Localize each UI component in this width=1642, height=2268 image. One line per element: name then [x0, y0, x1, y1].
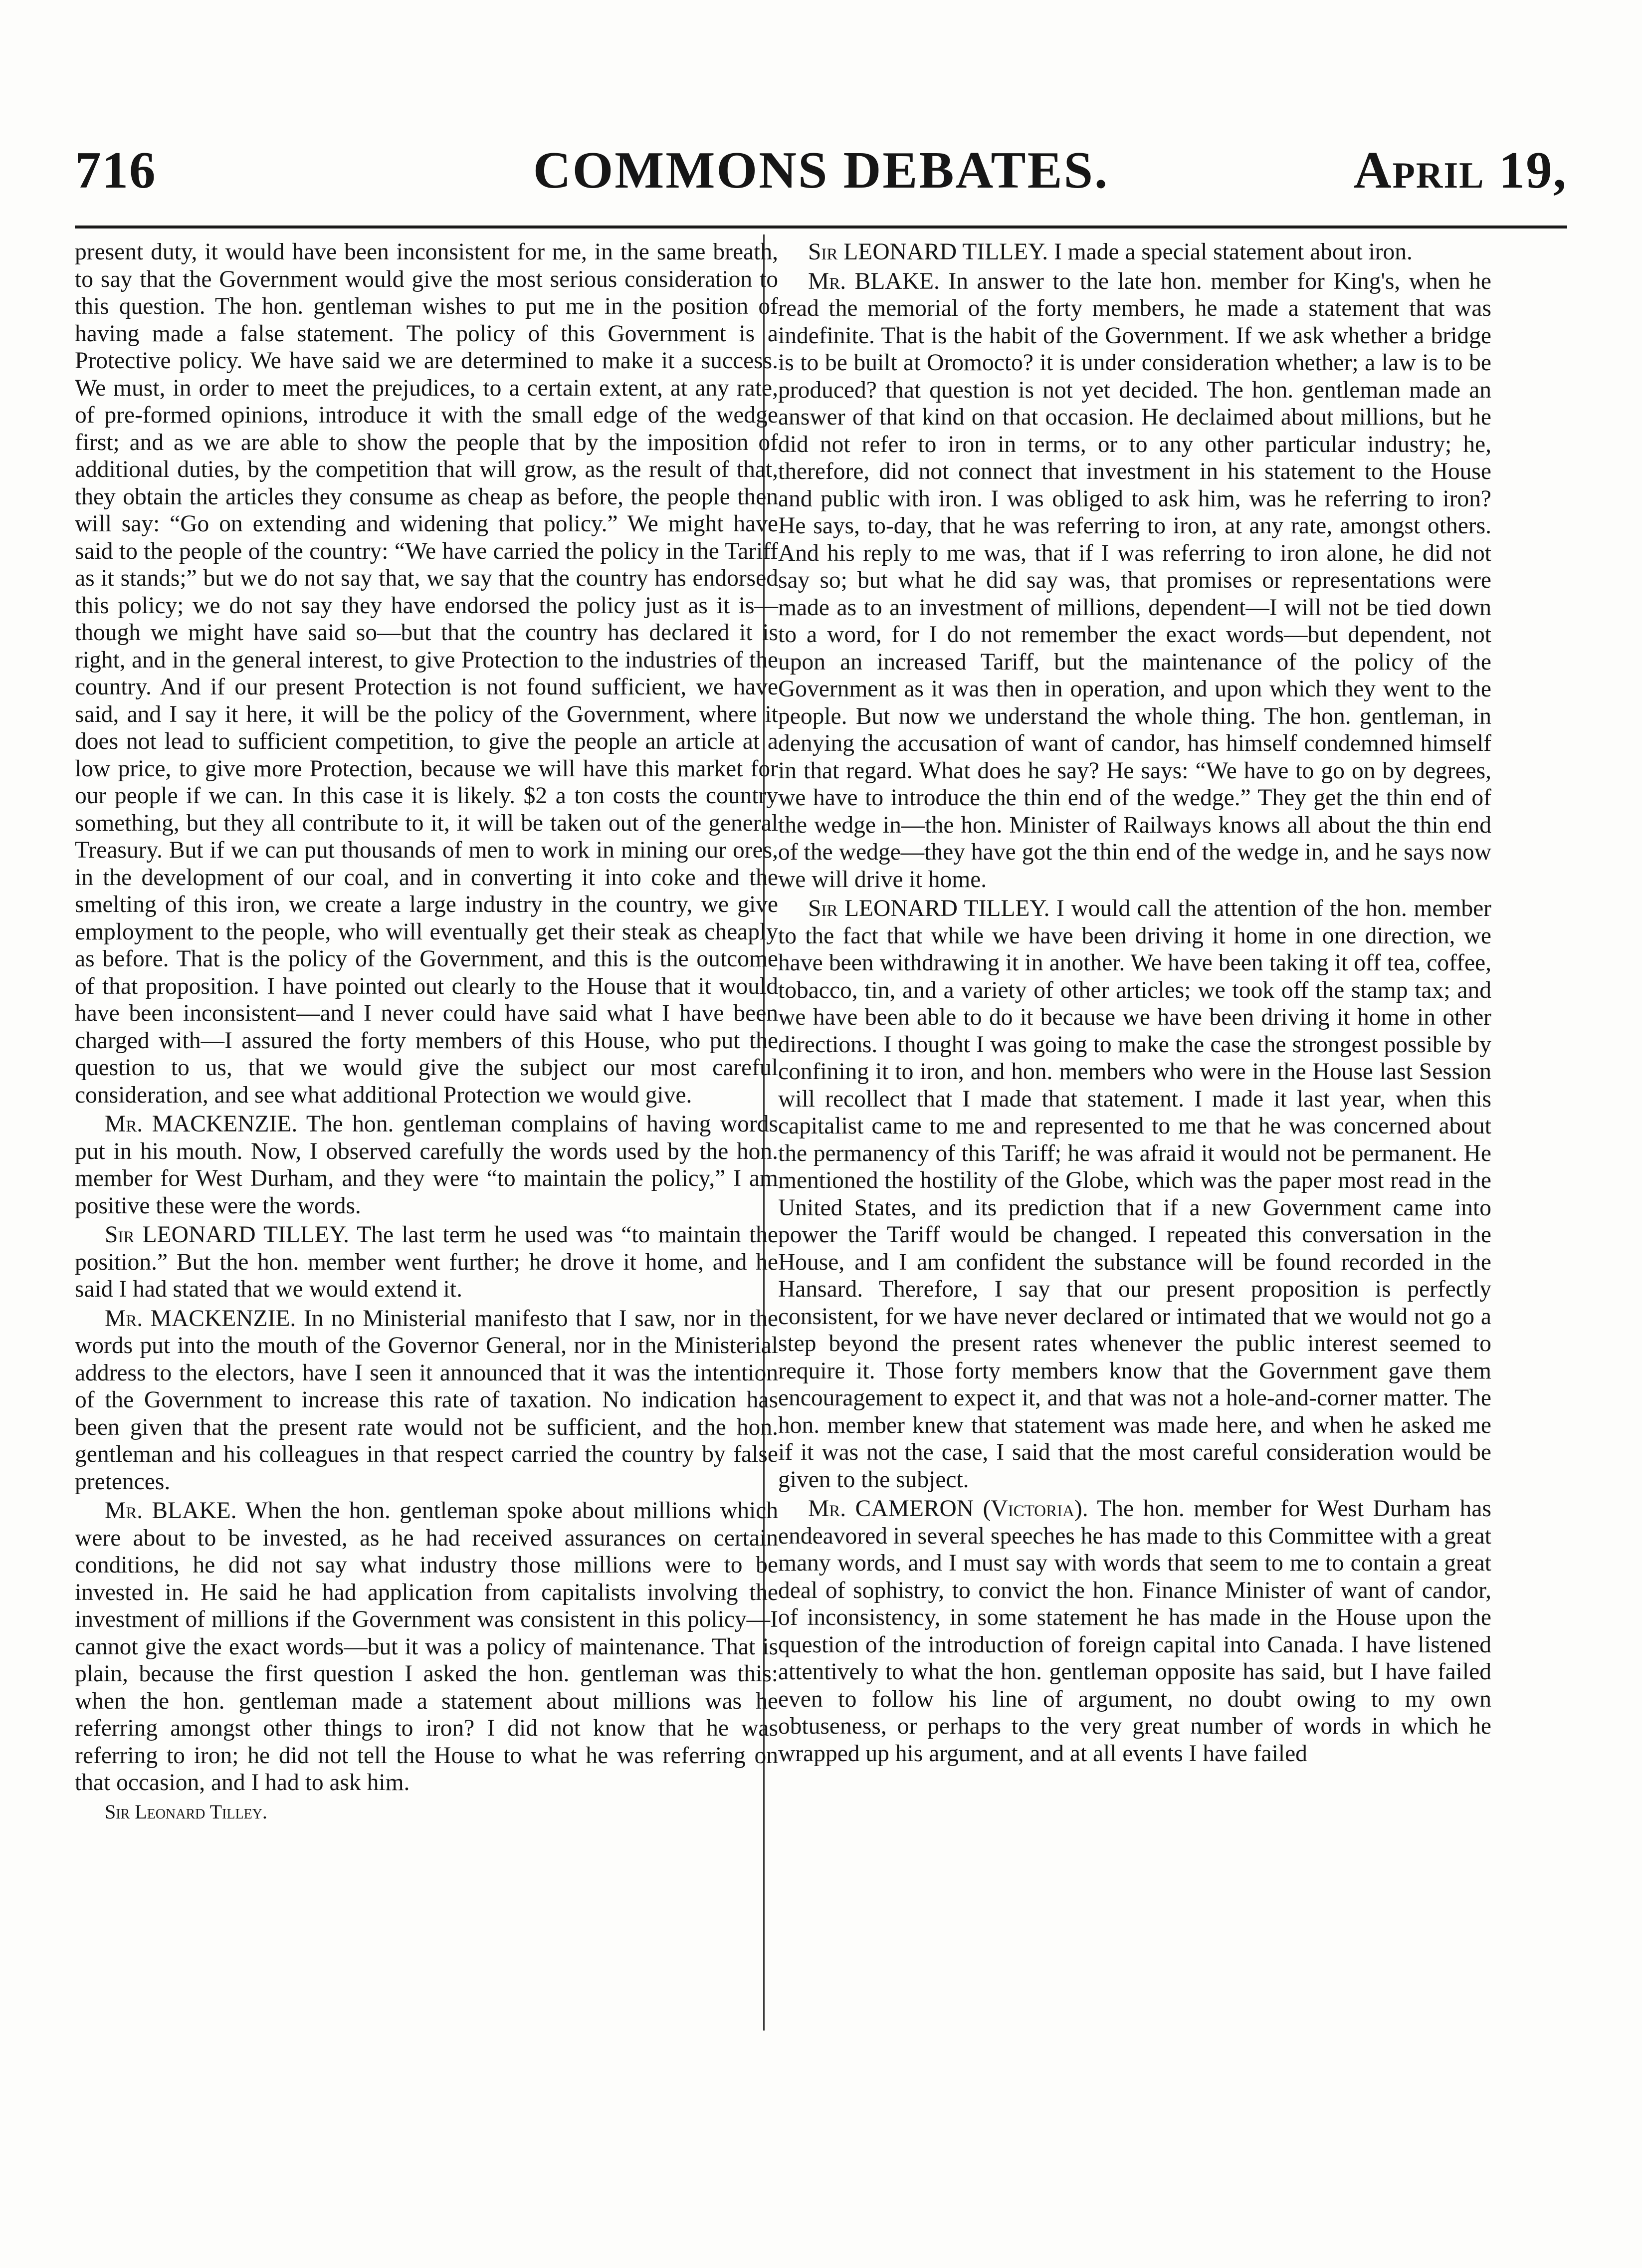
speaker-name: Mr. CAMERON (Victoria). — [808, 1496, 1088, 1522]
paragraph-text: present duty, it would have been inconsistent for me, in the same breath, to say that the Government would give the most serious consideration to this question. The hon. gentleman wishes to put me in the position of having made a false statement. The policy of this Government is a Protective policy. We have said we are determined to make it a success. We must, in order to meet the prejudices, to a certain extent, at any rate, of pre-formed opinions, introduce it with the small edge of the wedge first; and as we are able to show the people that by the imposition of additional duties, by the competition that will grow, as the result of that, they obtain the articles they consume as cheap as before, the people then will say: “Go on extending and widening that policy.” We might have said to the people of the country: “We have carried the policy in the Tariff as it stands;” but we do not say that, we say that the country has endorsed this policy; we do not say they have endorsed the policy just as it is—though we might have said so—but that the country has declared it is right, and in the general interest, to give Protection to the industries of the country. And if our present Protection is not found sufficient, we have said, and I say it here, it will be the policy of the Government, where it does not lead to sufficient competition, to give the people an article at a low price, to give more Protection, because we will have this market for our people if we can. In this case it is likely. $2 a ton costs the country something, but they all contribute to it, it will be taken out of the general Treasury. But if we can put thousands of men to work in mining our ores, in the development of our coal, and in converting it into coke and the smelting of this iron, we create a large industry in the country, we give employment to the people, who will eventually get their steak as cheaply as before. That is the policy of the Government, and this is the outcome of that proposition. I have pointed out clearly to the House that it would have been inconsistent—and I never could have said what I have been charged with—I assured the forty members of this House, who put the question to us, that we would give the subject our most careful consideration, and see what additional Protection we would give. — [75, 239, 778, 1108]
paragraph — [75, 1111, 778, 1219]
speaker-name: Sir LEONARD TILLEY. — [105, 1222, 349, 1248]
speaker-name: Mr. BLAKE. — [105, 1498, 237, 1524]
right-column — [778, 238, 1491, 1769]
paragraph-text: In no Ministerial manifesto that I saw, nor in the words put into the mouth of the Governor General, nor in the Ministerial address to the electors, have I seen it announced that it was the intention of the Government to increase this rate of taxation. No indication has been given that the present rate would not be sufficient, and the hon. gentleman and his colleagues in that respect carried the country by false pretences. — [75, 1305, 778, 1495]
paragraph-text: When the hon. gentleman spoke about millions which were about to be invested, as he had received assurances on certain conditions, he did not say what industry those millions were to be invested in. He said he had application from capitalists involving the investment of millions if the Government was consistent in this policy—I cannot give the exact words—but it was a policy of maintenance. That is plain, because the first question I asked the hon. gentleman was this: when the hon. gentleman made a statement about millions was he referring amongst other things to iron? I did not know that he was referring to iron; he did not tell the House to what he was referring on that occasion, and I had to ask him. — [75, 1498, 778, 1796]
speaker-name: Mr. MACKENZIE. — [105, 1305, 296, 1332]
paragraph — [75, 1305, 778, 1496]
running-title: COMMONS DEBATES. — [533, 141, 1109, 199]
trailing-speaker: Sir Leonard Tilley. — [105, 1800, 267, 1823]
paragraph-text: The hon. gentleman complains of having words put in his mouth. Now, I observed carefully the words used by the hon. member for West Durham, and they were “to maintain the policy,” I am positive these were the words. — [75, 1111, 778, 1219]
paragraph-text: The hon. member for West Durham has endeavored in several speeches he has made to this Committee with a great many words, and I must say with words that seem to me to contain a great deal of sophistry, to convict the hon. Finance Minister of want of candor, of inconsistency, in some statement he has made in the House upon the question of the introduction of foreign capital into Canada. I have listened attentively to what the hon. gentleman opposite has said, but I have failed even to follow his line of argument, no doubt owing to my own obtuseness, or perhaps to the very great number of words in which he wrapped up his argument, and at all events I have failed — [778, 1496, 1491, 1767]
paragraph — [75, 238, 778, 1109]
paragraph — [778, 895, 1491, 1493]
paragraph — [778, 268, 1491, 894]
header-rule — [75, 226, 1567, 228]
paragraph-text: In answer to the late hon. member for King's, when he read the memorial of the forty members, he made a statement that was indefinite. That is the habit of the Government. If we ask whether a bridge is to be built at Oromocto? it is under consideration whether; a law is to be produced? that question is not yet decided. The hon. gentleman made an answer of that kind on that occasion. He declaimed about millions, but he did not refer to iron in terms, or to any other particular industry; he, therefore, did not connect that investment in his statement to the House and public with iron. I was obliged to ask him, was he referring to iron? He says, to-day, that he was referring to iron, at any rate, amongst others. And his reply to me was, that if I was referring to iron alone, he did not say so; but what he did say was, that promises or representations were made as to an investment of millions, dependent—I will not be tied down to a word, for I do not remember the exact words—but dependent, not upon an increased Tariff, but the maintenance of the policy of the Government as it was then in operation, and upon which they went to the people. But now we understand the whole thing. The hon. gentleman, in denying the accusation of want of candor, has himself condemned himself in that regard. What does he say? He says: “We have to go on by degrees, we have to introduce the thin end of the wedge.” They get the thin end of the wedge in—the hon. Minister of Railways knows all about the thin end of the wedge—they have got the thin end of the wedge in, and he says now we will drive it home. — [778, 268, 1491, 893]
paragraph-text: The last term he used was “to maintain the position.” But the hon. member went further; he drove it home, and he said I had stated that we would extend it. — [75, 1222, 778, 1302]
speaker-name: Sir LEONARD TILLEY. — [808, 239, 1048, 265]
page-number: 716 — [75, 141, 157, 199]
speaker-name: Sir LEONARD TILLEY. — [808, 896, 1050, 921]
paragraph-text: I would call the attention of the hon. member to the fact that while we have been driving it home in one direction, we have been withdrawing it in another. We have been taking it off tea, coffee, tobacco, tin, and a variety of other articles; we took off the stamp tax; and we have been able to do it because we have been driving it home in other directions. I thought I was going to make the case the strongest possible by confining it to iron, and hon. members who were in the House last Session will recollect that I made that statement. I made it last year, when this capitalist came to me and represented to me that he was concerned about the permanency of this Tariff; he was afraid it would not be permanent. He mentioned the hostility of the Globe, which was the paper most read in the United States, and its prediction that if a new Government came into power the Tariff would be changed. I repeated this conversation in the House, and I am confident the substance will be found recorded in the Hansard. Therefore, I say that our present proposition is perfectly consistent, for we have never declared or intimated that we would not go a step beyond the present rates whenever the public interest seemed to require it. Those forty members know that the Government gave them encouragement to expect it, and that was not a hole-and-corner matter. The hon. member knew that statement was made here, and when he asked me if it was not the case, I said that the most careful consideration would be given to the subject. — [778, 896, 1492, 1493]
paragraph — [75, 1221, 778, 1303]
paragraph — [778, 1495, 1491, 1767]
paragraph — [75, 1497, 778, 1797]
paragraph — [778, 238, 1491, 266]
paragraph-text: I made a special statement about iron. — [1054, 239, 1413, 265]
page-header — [75, 140, 1567, 210]
speaker-name: Mr. BLAKE. — [808, 268, 940, 294]
left-column — [75, 238, 778, 1827]
speaker-name: Mr. MACKENZIE. — [105, 1111, 298, 1137]
running-date: April 19, — [1353, 141, 1567, 199]
